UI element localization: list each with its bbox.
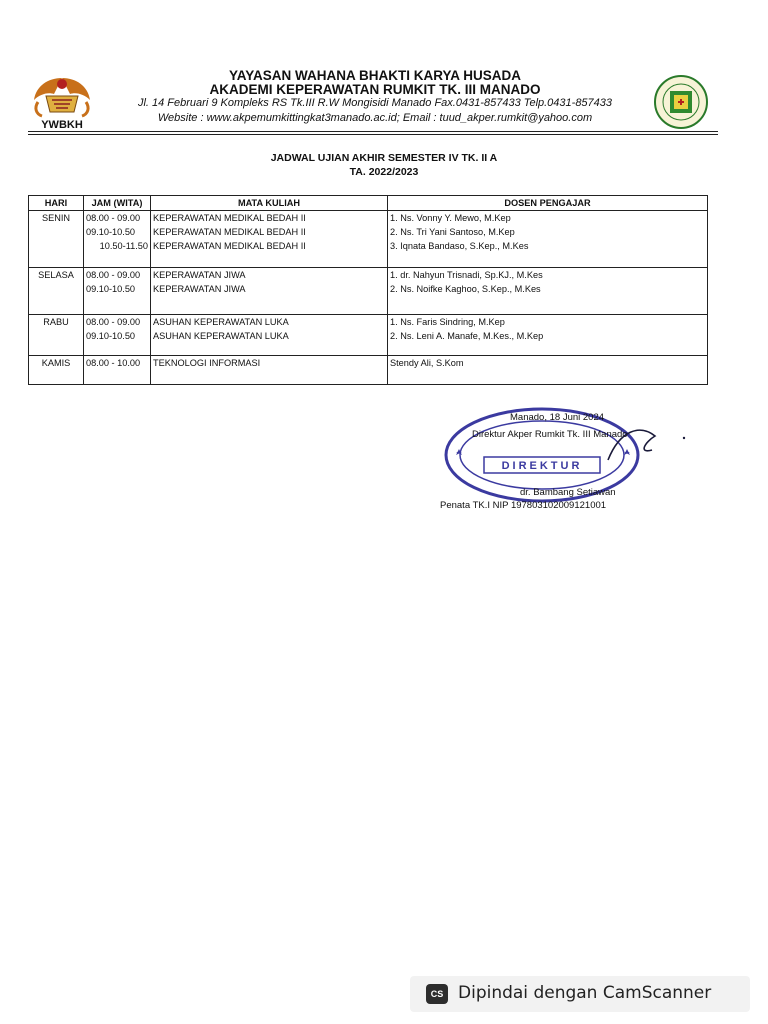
header-divider bbox=[28, 131, 718, 132]
address-line: Jl. 14 Februari 9 Kompleks RS Tk.III R.W Mongisidi Manado Fax.0431-857433 Telp.0431-857433 bbox=[137, 97, 613, 109]
time-slot: 08.00 - 10.00 bbox=[86, 358, 141, 368]
lecturer-name: 1. dr. Nahyun Trisnadi, Sp.KJ., M.Kes bbox=[390, 270, 543, 280]
lecturer-cell bbox=[388, 356, 708, 385]
lecturer-cell bbox=[388, 315, 708, 356]
course-cell bbox=[151, 315, 388, 356]
lecturer-name: 1. Ns. Faris Sindring, M.Kep bbox=[390, 317, 505, 327]
signature-place-date: Manado, 18 Juni 2024 bbox=[510, 412, 605, 423]
course-name: KEPERAWATAN JIWA bbox=[153, 284, 246, 294]
table-row bbox=[29, 356, 708, 385]
logo-caption: YWBKH bbox=[41, 119, 83, 131]
day-cell bbox=[29, 356, 84, 385]
website-email-line: Website : www.akpemumkittingkat3manado.ac.id; Email : tuud_akper.rumkit@yahoo.com bbox=[157, 112, 593, 124]
time-slot: 08.00 - 09.00 bbox=[86, 213, 141, 223]
day-cell bbox=[29, 268, 84, 315]
time-slot: 09.10-10.50 bbox=[86, 331, 136, 341]
camscanner-icon: CS bbox=[426, 984, 448, 1004]
column-header-lecturer: DOSEN PENGAJAR bbox=[388, 196, 708, 211]
time-slot: 08.00 - 09.00 bbox=[86, 317, 141, 327]
day-cell bbox=[29, 315, 84, 356]
lecturer-cell bbox=[388, 211, 708, 268]
time-cell bbox=[84, 315, 151, 356]
day-label: SENIN bbox=[41, 213, 71, 223]
document-title: JADWAL UJIAN AKHIR SEMESTER IV TK. II A bbox=[270, 152, 498, 164]
time-slot: 09.10-10.50 bbox=[86, 284, 136, 294]
course-name: ASUHAN KEPERAWATAN LUKA bbox=[153, 331, 289, 341]
day-label: SELASA bbox=[38, 270, 74, 280]
course-cell bbox=[151, 211, 388, 268]
akper-emblem-logo bbox=[652, 73, 710, 131]
lecturer-cell bbox=[388, 268, 708, 315]
day-label: RABU bbox=[43, 317, 69, 327]
day-cell bbox=[29, 211, 84, 268]
lecturer-name: Stendy Ali, S.Kom bbox=[390, 358, 464, 368]
signature-position: Direktur Akper Rumkit Tk. III Manado bbox=[472, 429, 628, 440]
table-header-row bbox=[29, 196, 708, 211]
header-divider-thin bbox=[28, 134, 718, 135]
camscanner-watermark bbox=[410, 976, 750, 1012]
time-cell bbox=[84, 268, 151, 315]
handwritten-signature bbox=[600, 420, 690, 470]
course-cell bbox=[151, 356, 388, 385]
course-name: KEPERAWATAN MEDIKAL BEDAH II bbox=[153, 227, 306, 237]
course-name: KEPERAWATAN MEDIKAL BEDAH II bbox=[153, 213, 306, 223]
ywbkh-logo bbox=[28, 72, 96, 134]
exam-schedule-table bbox=[28, 195, 708, 385]
time-cell bbox=[84, 356, 151, 385]
column-header-course: MATA KULIAH bbox=[151, 196, 388, 211]
academic-year: TA. 2022/2023 bbox=[349, 166, 419, 178]
lecturer-name: 2. Ns. Tri Yani Santoso, M.Kep bbox=[390, 227, 515, 237]
day-label: KAMIS bbox=[41, 358, 71, 368]
academy-name: AKADEMI KEPERAWATAN RUMKIT TK. III MANADO bbox=[209, 82, 541, 97]
table-row bbox=[29, 315, 708, 356]
table-row bbox=[29, 211, 708, 268]
stamp-title: DIREKTUR bbox=[501, 460, 583, 472]
lecturer-name: 2. Ns. Leni A. Manafe, M.Kes., M.Kep bbox=[390, 331, 544, 341]
time-slot: 10.50-11.50 bbox=[99, 241, 148, 251]
lecturer-name: 1. Ns. Vonny Y. Mewo, M.Kep bbox=[390, 213, 511, 223]
column-header-time: JAM (WITA) bbox=[84, 196, 151, 211]
signatory-name: dr. Bambang Setiawan bbox=[520, 487, 616, 498]
column-header-day: HARI bbox=[29, 196, 84, 211]
time-slot: 09.10-10.50 bbox=[86, 227, 136, 237]
course-name: KEPERAWATAN MEDIKAL BEDAH II bbox=[153, 241, 306, 251]
time-slot: 08.00 - 09.00 bbox=[86, 270, 141, 280]
course-name: ASUHAN KEPERAWATAN LUKA bbox=[153, 317, 289, 327]
signatory-rank-nip: Penata TK.I NIP 197803102009121001 bbox=[440, 500, 607, 511]
course-name: TEKNOLOGI INFORMASI bbox=[153, 358, 261, 368]
lecturer-name: 2. Ns. Noifke Kaghoo, S.Kep., M.Kes bbox=[390, 284, 541, 294]
foundation-name: YAYASAN WAHANA BHAKTI KARYA HUSADA bbox=[228, 68, 522, 83]
course-cell bbox=[151, 268, 388, 315]
camscanner-label: Dipindai dengan CamScanner bbox=[458, 983, 712, 1003]
lecturer-name: 3. Iqnata Bandaso, S.Kep., M.Kes bbox=[390, 241, 529, 251]
time-cell bbox=[84, 211, 151, 268]
table-row bbox=[29, 268, 708, 315]
course-name: KEPERAWATAN JIWA bbox=[153, 270, 246, 280]
